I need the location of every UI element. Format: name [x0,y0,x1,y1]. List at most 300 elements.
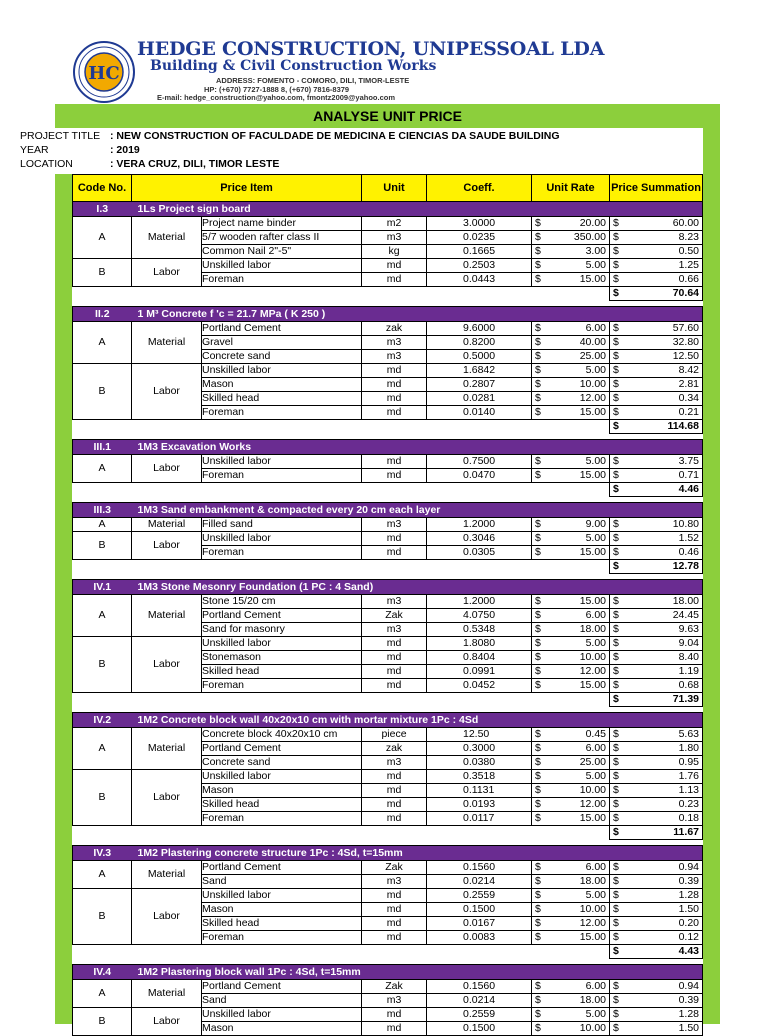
group-type: Material [132,980,202,1008]
project-year-value: : 2019 [110,144,140,156]
section-header-row [73,846,703,861]
group-code: B [73,1008,132,1036]
item-price-sum [610,378,703,392]
section-total-value: 4.46 [678,483,699,495]
item-coeff: 0.0305 [427,546,532,560]
item-unit-rate-value: 15.00 [579,406,606,418]
currency-symbol: $ [613,623,619,635]
item-coeff: 0.0235 [427,231,532,245]
item-name: Mason [202,784,362,798]
item-coeff: 0.7500 [427,455,532,469]
currency-symbol: $ [535,406,541,418]
section-code: III.1 [73,440,132,455]
item-coeff: 0.3000 [427,742,532,756]
item-unit: md [362,812,427,826]
item-unit: md [362,784,427,798]
item-unit-rate [532,917,610,931]
item-price-sum [610,980,703,994]
total-filler [73,560,610,574]
item-unit-rate-value: 0.45 [585,728,606,740]
item-price-sum-value: 0.39 [678,875,699,887]
currency-symbol: $ [613,287,619,299]
column-header: Code No. [73,175,132,202]
item-price-sum-value: 1.19 [678,665,699,677]
project-location-label: LOCATION [20,158,73,170]
item-name: Unskilled labor [202,889,362,903]
section-total-row [73,693,703,707]
item-price-sum [610,469,703,483]
section-total [610,560,703,574]
item-name: Skilled head [202,798,362,812]
section-total-row [73,483,703,497]
item-price-sum [610,609,703,623]
currency-symbol: $ [535,889,541,901]
group-code: B [73,364,132,420]
item-price-sum-value: 0.12 [678,931,699,943]
section-code: IV.3 [73,846,132,861]
section-header-row [73,440,703,455]
currency-symbol: $ [535,546,541,558]
item-coeff: 0.0193 [427,798,532,812]
item-price-sum-value: 60.00 [672,217,699,229]
section-code: I.3 [73,202,132,217]
company-subtitle: Building & Civil Construction Works [150,58,437,74]
company-logo-icon [72,40,136,104]
item-unit-rate [532,903,610,917]
total-filler [73,693,610,707]
currency-symbol: $ [535,1022,541,1034]
currency-symbol: $ [613,245,619,257]
item-unit-rate-value: 3.00 [585,245,606,257]
currency-symbol: $ [613,336,619,348]
item-price-sum-value: 0.20 [678,917,699,929]
section-code: IV.1 [73,580,132,595]
item-name: Mason [202,903,362,917]
section-code: IV.2 [73,713,132,728]
item-unit: piece [362,728,427,742]
item-coeff: 0.1665 [427,245,532,259]
group-type: Material [132,861,202,889]
item-price-sum-value: 1.76 [678,770,699,782]
project-title-label: PROJECT TITLE [20,130,101,142]
group-type: Labor [132,1008,202,1036]
item-coeff: 0.0452 [427,679,532,693]
group-code: A [73,980,132,1008]
item-unit-rate-value: 25.00 [579,756,606,768]
section-header-row [73,202,703,217]
currency-symbol: $ [535,742,541,754]
item-price-sum-value: 9.04 [678,637,699,649]
currency-symbol: $ [613,994,619,1006]
item-coeff: 0.1131 [427,784,532,798]
project-info [17,128,703,174]
item-unit: md [362,889,427,903]
currency-symbol: $ [535,532,541,544]
item-unit: md [362,770,427,784]
item-coeff: 0.1560 [427,980,532,994]
item-unit-rate [532,784,610,798]
item-coeff: 3.0000 [427,217,532,231]
item-unit-rate [532,364,610,378]
currency-symbol: $ [613,665,619,677]
total-filler [73,945,610,959]
currency-symbol: $ [535,259,541,271]
item-price-sum [610,812,703,826]
item-unit-rate [532,798,610,812]
letterhead [0,0,768,104]
item-price-sum-value: 1.13 [678,784,699,796]
item-unit-rate-value: 6.00 [585,322,606,334]
item-name: Skilled head [202,665,362,679]
currency-symbol: $ [613,1022,619,1034]
item-name: 5/7 wooden rafter class II [202,231,362,245]
item-price-sum-value: 10.80 [672,518,699,530]
item-name: Portland Cement [202,861,362,875]
group-code: A [73,518,132,532]
section-total [610,693,703,707]
item-unit: md [362,679,427,693]
item-unit: md [362,546,427,560]
item-unit-rate-value: 5.00 [585,889,606,901]
item-name: Sand [202,875,362,889]
item-coeff: 1.2000 [427,595,532,609]
item-unit-rate [532,742,610,756]
item-price-sum [610,392,703,406]
currency-symbol: $ [613,609,619,621]
currency-symbol: $ [613,637,619,649]
section-total-value: 11.67 [673,826,699,838]
section-title: 1M2 Plastering concrete structure 1Pc : 4Sd, t=15mm [132,846,703,861]
table-row [73,518,703,532]
item-unit: md [362,903,427,917]
item-coeff: 12.50 [427,728,532,742]
table-header-row [73,175,703,202]
currency-symbol: $ [613,217,619,229]
group-code: B [73,637,132,693]
item-unit-rate [532,217,610,231]
item-unit: m3 [362,518,427,532]
currency-symbol: $ [535,861,541,873]
currency-symbol: $ [535,364,541,376]
item-coeff: 0.0470 [427,469,532,483]
item-name: Portland Cement [202,742,362,756]
section-total-row [73,287,703,301]
currency-symbol: $ [535,784,541,796]
item-name: Concrete sand [202,350,362,364]
item-price-sum [610,784,703,798]
item-price-sum-value: 0.94 [678,980,699,992]
currency-symbol: $ [613,483,619,495]
item-unit: md [362,532,427,546]
item-unit-rate-value: 5.00 [585,532,606,544]
item-unit-rate [532,231,610,245]
item-unit-rate [532,889,610,903]
table-row [73,322,703,336]
item-coeff: 0.2559 [427,889,532,903]
currency-symbol: $ [535,903,541,915]
item-name: Foreman [202,273,362,287]
group-type: Material [132,595,202,637]
item-price-sum-value: 0.95 [678,756,699,768]
item-coeff: 0.8404 [427,651,532,665]
currency-symbol: $ [613,546,619,558]
item-unit-rate-value: 25.00 [579,350,606,362]
table-row [73,770,703,784]
item-unit-rate [532,875,610,889]
table-row [73,980,703,994]
item-price-sum [610,861,703,875]
item-name: Foreman [202,546,362,560]
item-price-sum [610,637,703,651]
item-unit-rate [532,595,610,609]
item-name: Sand for masonry [202,623,362,637]
item-unit: Zak [362,609,427,623]
item-coeff: 1.2000 [427,518,532,532]
item-price-sum-value: 0.18 [678,812,699,824]
item-unit-rate [532,1008,610,1022]
item-name: Project name binder [202,217,362,231]
item-price-sum [610,651,703,665]
item-unit: m3 [362,994,427,1008]
currency-symbol: $ [613,798,619,810]
group-code: B [73,532,132,560]
currency-symbol: $ [535,595,541,607]
item-price-sum-value: 5.63 [678,728,699,740]
item-price-sum-value: 0.71 [678,469,699,481]
currency-symbol: $ [613,595,619,607]
currency-symbol: $ [613,560,619,572]
item-unit-rate-value: 12.00 [579,665,606,677]
currency-symbol: $ [613,532,619,544]
item-price-sum-value: 0.23 [678,798,699,810]
item-unit-rate [532,812,610,826]
item-price-sum-value: 0.66 [678,273,699,285]
item-unit-rate-value: 5.00 [585,637,606,649]
item-price-sum [610,903,703,917]
currency-symbol: $ [535,665,541,677]
item-unit-rate-value: 10.00 [579,784,606,796]
item-unit: m2 [362,217,427,231]
total-filler [73,483,610,497]
group-type: Labor [132,455,202,483]
item-price-sum-value: 1.28 [678,1008,699,1020]
item-unit: md [362,665,427,679]
item-unit-rate-value: 20.00 [579,217,606,229]
item-name: Portland Cement [202,980,362,994]
section-header-row [73,307,703,322]
group-type: Material [132,322,202,364]
item-coeff: 0.0380 [427,756,532,770]
item-price-sum [610,518,703,532]
currency-symbol: $ [613,917,619,929]
item-unit-rate [532,406,610,420]
item-unit-rate-value: 40.00 [579,336,606,348]
currency-symbol: $ [613,651,619,663]
item-unit: m3 [362,336,427,350]
item-unit: md [362,931,427,945]
section-title: 1M3 Excavation Works [132,440,703,455]
currency-symbol: $ [613,980,619,992]
currency-symbol: $ [613,518,619,530]
item-price-sum [610,889,703,903]
item-unit: Zak [362,980,427,994]
item-name: Foreman [202,406,362,420]
project-location-value: : VERA CRUZ, DILI, TIMOR LESTE [110,158,280,170]
currency-symbol: $ [613,231,619,243]
currency-symbol: $ [613,693,619,705]
section-title: 1M2 Plastering block wall 1Pc : 4Sd, t=15mm [132,965,703,980]
item-price-sum [610,994,703,1008]
column-header: Price Item [132,175,362,202]
item-name: Stone 15/20 cm [202,595,362,609]
item-unit-rate [532,259,610,273]
column-header: Unit Rate [532,175,610,202]
item-unit: m3 [362,595,427,609]
page-title: ANALYSE UNIT PRICE [313,108,462,124]
currency-symbol: $ [613,273,619,285]
section-total [610,483,703,497]
item-price-sum [610,259,703,273]
group-code: B [73,770,132,826]
section-header-row [73,713,703,728]
currency-symbol: $ [613,378,619,390]
currency-symbol: $ [613,784,619,796]
item-name: Unskilled labor [202,532,362,546]
item-price-sum-value: 1.25 [678,259,699,271]
item-coeff: 0.3046 [427,532,532,546]
item-unit-rate-value: 15.00 [579,469,606,481]
item-unit-rate [532,532,610,546]
section-code: II.2 [73,307,132,322]
group-type: Labor [132,637,202,693]
currency-symbol: $ [535,322,541,334]
item-unit-rate-value: 12.00 [579,917,606,929]
currency-symbol: $ [535,518,541,530]
item-unit-rate-value: 18.00 [579,623,606,635]
item-name: Mason [202,1022,362,1036]
item-coeff: 0.5000 [427,350,532,364]
item-price-sum [610,728,703,742]
group-code: A [73,595,132,637]
item-unit-rate [532,469,610,483]
item-coeff: 0.0140 [427,406,532,420]
item-name: Concrete block 40x20x10 cm [202,728,362,742]
item-unit: m3 [362,231,427,245]
item-unit-rate [532,245,610,259]
item-price-sum-value: 1.80 [678,742,699,754]
item-unit-rate-value: 12.00 [579,798,606,810]
item-unit-rate-value: 6.00 [585,742,606,754]
table-row [73,861,703,875]
currency-symbol: $ [535,637,541,649]
section-code: IV.4 [73,965,132,980]
currency-symbol: $ [613,259,619,271]
item-unit-rate-value: 9.00 [585,518,606,530]
item-unit: m3 [362,623,427,637]
item-name: Common Nail 2"-5" [202,245,362,259]
item-price-sum-value: 3.75 [678,455,699,467]
item-unit: Zak [362,861,427,875]
item-price-sum-value: 0.39 [678,994,699,1006]
item-unit-rate-value: 6.00 [585,980,606,992]
currency-symbol: $ [613,1008,619,1020]
currency-symbol: $ [535,679,541,691]
currency-symbol: $ [535,378,541,390]
item-price-sum [610,917,703,931]
currency-symbol: $ [535,651,541,663]
item-price-sum [610,595,703,609]
item-unit-rate-value: 6.00 [585,609,606,621]
item-unit-rate [532,518,610,532]
item-name: Skilled head [202,917,362,931]
item-coeff: 0.0083 [427,931,532,945]
currency-symbol: $ [535,336,541,348]
item-price-sum-value: 0.94 [678,861,699,873]
item-price-sum [610,406,703,420]
item-price-sum [610,756,703,770]
item-price-sum [610,875,703,889]
group-type: Material [132,728,202,770]
item-unit-rate-value: 5.00 [585,770,606,782]
column-header: Price Summation [610,175,703,202]
currency-symbol: $ [535,350,541,362]
item-price-sum-value: 2.81 [678,378,699,390]
item-price-sum-value: 57.60 [672,322,699,334]
item-unit-rate [532,350,610,364]
item-price-sum [610,273,703,287]
item-name: Unskilled labor [202,259,362,273]
item-unit-rate-value: 15.00 [579,931,606,943]
item-price-sum-value: 8.40 [678,651,699,663]
project-title-value: : NEW CONSTRUCTION OF FACULDADE DE MEDICINA E CIENCIAS DA SAUDE BUILDING [110,130,560,142]
item-price-sum-value: 1.50 [678,1022,699,1034]
section-total [610,826,703,840]
item-price-sum-value: 1.50 [678,903,699,915]
item-name: Unskilled labor [202,364,362,378]
item-unit: md [362,259,427,273]
item-unit-rate-value: 15.00 [579,679,606,691]
section-total-value: 114.68 [667,420,699,432]
currency-symbol: $ [535,756,541,768]
item-unit: md [362,392,427,406]
section-total-value: 70.64 [672,287,699,299]
item-unit-rate [532,756,610,770]
group-code: B [73,259,132,287]
table-row [73,889,703,903]
company-address: ADDRESS: FOMENTO - COMORO, DILI, TIMOR-LESTE [216,76,410,85]
item-unit: m3 [362,350,427,364]
item-unit-rate [532,322,610,336]
currency-symbol: $ [613,770,619,782]
item-coeff: 0.0991 [427,665,532,679]
currency-symbol: $ [613,406,619,418]
item-coeff: 0.2807 [427,378,532,392]
currency-symbol: $ [535,980,541,992]
group-code: A [73,861,132,889]
item-name: Foreman [202,812,362,826]
item-coeff: 0.0167 [427,917,532,931]
item-price-sum [610,336,703,350]
item-price-sum [610,665,703,679]
item-name: Portland Cement [202,322,362,336]
currency-symbol: $ [535,1008,541,1020]
group-code: A [73,728,132,770]
item-price-sum-value: 12.50 [672,350,699,362]
currency-symbol: $ [613,455,619,467]
section-title: 1 M³ Concrete f 'c = 21.7 MPa ( K 250 ) [132,307,703,322]
item-unit-rate-value: 5.00 [585,259,606,271]
currency-symbol: $ [613,728,619,740]
